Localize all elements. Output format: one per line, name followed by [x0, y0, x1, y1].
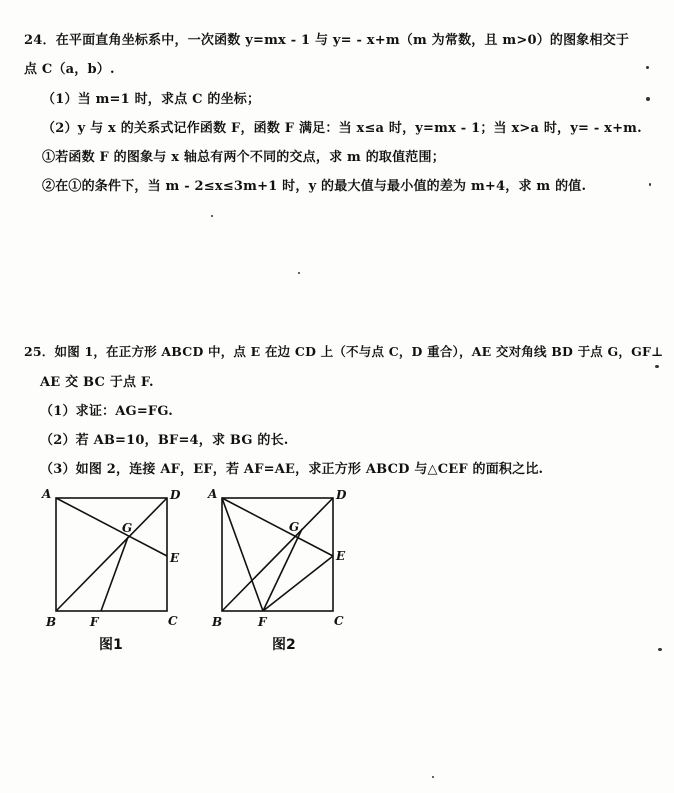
label-c: C [168, 614, 178, 628]
segment-af [222, 498, 263, 611]
scan-speck [211, 215, 213, 217]
q24-line-2: 点 C（a，b）. [24, 62, 115, 77]
figure-1 [30, 485, 200, 660]
label-e: E [170, 551, 180, 565]
figure-1-caption: 图1 [99, 637, 123, 653]
scan-speck [432, 776, 434, 778]
q24-part-1: （1）当 m=1 时，求点 C 的坐标； [42, 92, 261, 107]
scan-speck [658, 648, 662, 651]
label-e: E [336, 549, 346, 563]
segment-ef [263, 556, 333, 611]
q25-part-3: （3）如图 2，连接 AF，EF，若 AF=AE，求正方形 ABCD 与△CEF 的面积之比. [40, 462, 544, 477]
label-d: D [336, 488, 347, 502]
label-g: G [289, 520, 300, 534]
label-d: D [170, 488, 181, 502]
scan-speck [298, 272, 300, 274]
label-g: G [122, 521, 133, 535]
label-a: A [208, 487, 218, 501]
diagonal-bd [222, 498, 333, 611]
diagonal-bd [56, 498, 167, 611]
q25-part-2: （2）若 AB=10，BF=4，求 BG 的长. [40, 433, 289, 448]
q24-part-2-sub-1: ①若函数 F 的图象与 x 轴总有两个不同的交点，求 m 的取值范围； [42, 150, 445, 165]
q24-line-1: 24．在平面直角坐标系中，一次函数 y=mx - 1 与 y= - x+m（m 为常数，且 m>0）的图象相交于 [24, 33, 630, 48]
q25-line-1: 25．如图 1，在正方形 ABCD 中，点 E 在边 CD 上（不与点 C，D 重合），AE 交对角线 BD 于点 G，GF⊥ [24, 344, 664, 359]
label-a: A [42, 487, 52, 501]
segment-gf [263, 529, 302, 611]
scan-speck [655, 365, 659, 368]
q24-part-2-sub-2: ②在①的条件下，当 m - 2≤x≤3m+1 时，y 的最大值与最小值的差为 m+4，求 m 的值. [42, 179, 587, 194]
label-b: B [212, 615, 223, 629]
figure-2 [200, 485, 370, 660]
scan-speck [649, 183, 651, 186]
label-f: F [258, 615, 267, 629]
figure-2-caption: 图2 [272, 637, 296, 653]
label-b: B [46, 615, 57, 629]
q25-part-1: （1）求证：AG=FG. [40, 404, 173, 419]
segment-ae [222, 498, 333, 556]
segment-gf [101, 537, 128, 611]
scan-speck [646, 66, 649, 69]
scan-speck [646, 97, 650, 101]
q24-part-2: （2）y 与 x 的关系式记作函数 F，函数 F 满足：当 x≤a 时，y=mx - 1；当 x>a 时，y= - x+m. [42, 121, 642, 136]
segment-ae [56, 498, 167, 556]
label-f: F [90, 615, 99, 629]
q25-line-2: AE 交 BC 于点 F. [40, 375, 154, 390]
label-c: C [334, 614, 344, 628]
